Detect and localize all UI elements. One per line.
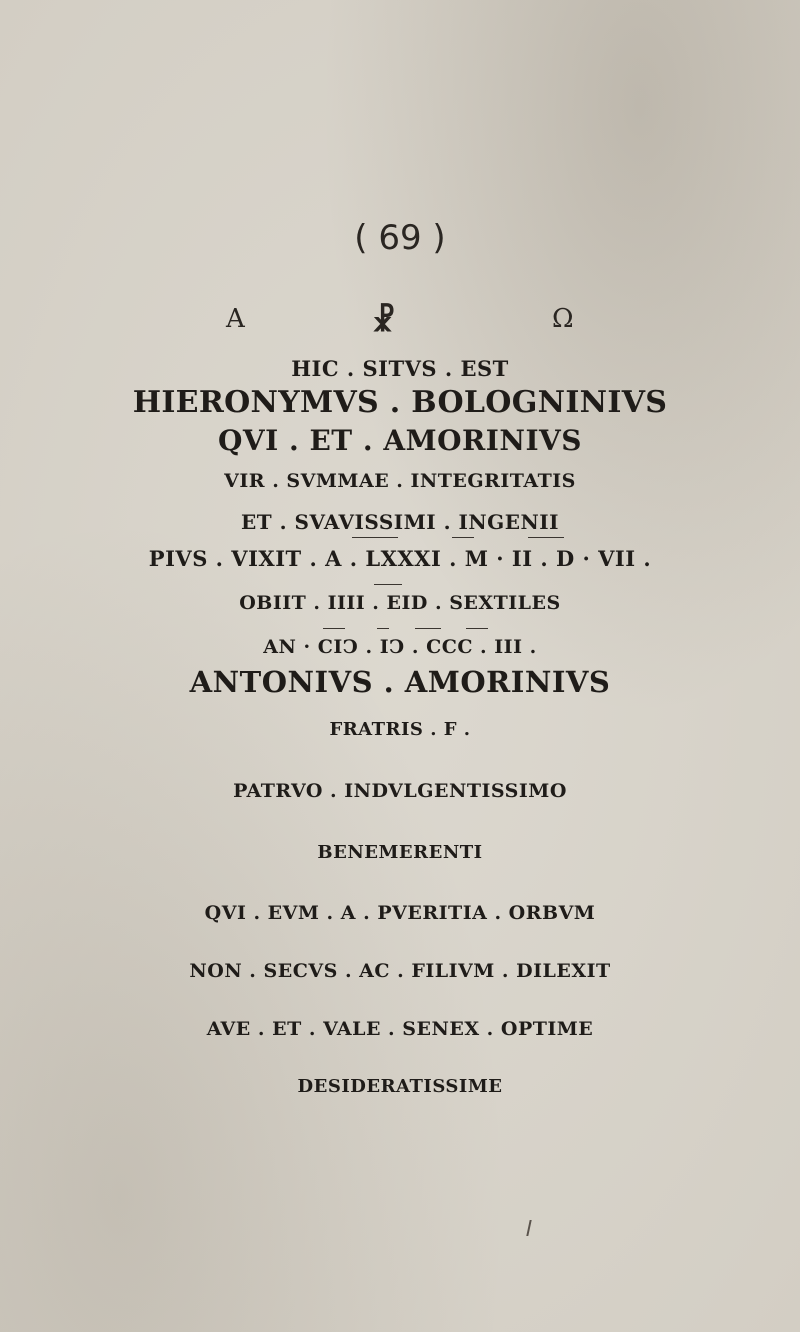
overline-mark	[323, 628, 345, 629]
overline-mark	[452, 537, 474, 538]
inscription-line-15: AVE . ET . VALE . SENEX . OPTIME	[206, 1018, 594, 1040]
overline-mark	[528, 537, 564, 538]
inscription-line-4: VIR . SVMMAE . INTEGRITATIS	[224, 470, 576, 492]
overline-mark	[374, 584, 402, 585]
inscription-line-10: FRATRIS . F .	[329, 719, 471, 740]
inscription-line-8: AN · CIↃ . IↃ . CCC . III .	[263, 636, 537, 658]
overline-mark	[466, 628, 488, 629]
inscription-line-3: QVI . ET . AMORINIVS	[218, 424, 582, 457]
inscription-line-7: OBIIT . IIII . EID . SEXTILES	[239, 592, 561, 614]
alpha-symbol: A	[226, 304, 245, 334]
inscription-line-2: HIERONYMVS . BOLOGNINIVS	[132, 385, 668, 420]
page-number: ( 69 )	[354, 218, 446, 258]
omega-symbol: Ω	[552, 304, 574, 334]
inscription-line-16: DESIDERATISSIME	[297, 1076, 503, 1097]
inscription-line-14: NON . SECVS . AC . FILIVM . DILEXIT	[189, 960, 611, 982]
inscription-line-6: PIVS . VIXIT . A . LXXXI . M · II . D · VII .	[148, 546, 652, 571]
overline-mark	[377, 628, 389, 629]
inscription-line-5: ET . SVAVISSIMI . INGENII	[241, 510, 559, 534]
overline-mark	[352, 537, 398, 538]
inscription-line-12: BENEMERENTI	[317, 842, 483, 863]
inscription-line-1: HIC . SITVS . EST	[291, 356, 509, 381]
inscription-line-9: ANTONIVS . AMORINIVS	[189, 665, 611, 699]
ink-mark	[526, 1220, 531, 1236]
inscription-line-11: PATRVO . INDVLGENTISSIMO	[233, 780, 567, 802]
overline-mark	[415, 628, 441, 629]
inscription-line-13: QVI . EVM . A . PVERITIA . ORBVM	[204, 902, 596, 924]
chi-rho-icon: ☧	[372, 304, 396, 339]
christogram-row	[0, 304, 800, 344]
